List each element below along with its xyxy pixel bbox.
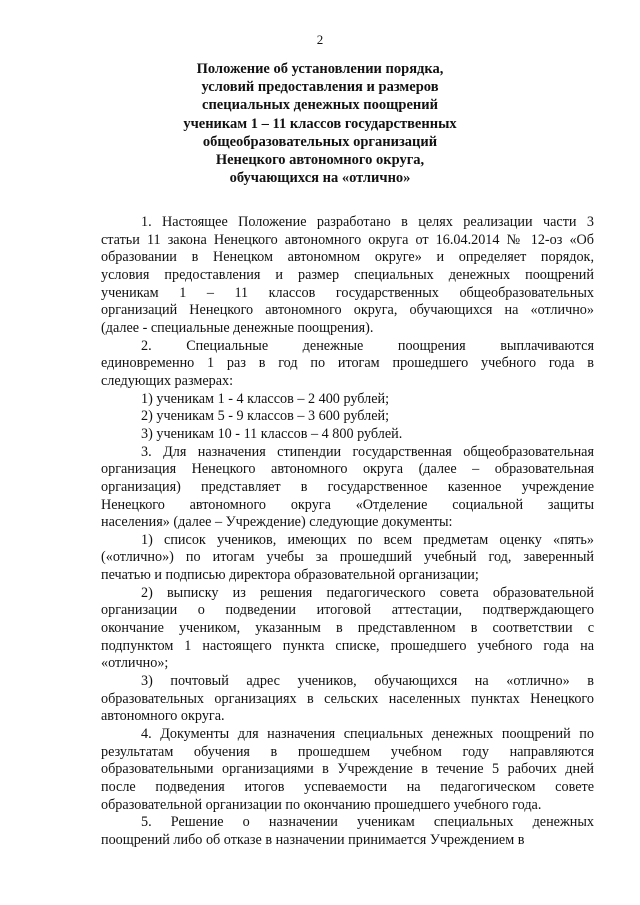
paragraph-line: 1. Настоящее Положение разработано в целях реализации части 3 <box>141 214 594 230</box>
paragraph-line: образовательной организации по окончанию прошедшего учебного года. <box>101 796 542 813</box>
paragraph-line: организаций Ненецкого автономного округа, обучающихся на «отлично» <box>101 302 594 319</box>
paragraph <box>101 391 594 409</box>
paragraph-line: 2) ученикам 5 - 9 классов – 3 600 рублей; <box>141 408 390 425</box>
title-line: Положение об установлении порядка, <box>196 61 444 77</box>
paragraph-line: Ненецкого автономного округа «Отделение социальной защиты <box>101 496 594 513</box>
paragraph <box>101 532 594 585</box>
paragraph-line: («отлично») по итогам учебы за прошедший учебный год, заверенный <box>101 549 594 566</box>
paragraph-line: 5. Решение о назначении ученикам специальных денежных <box>141 814 594 831</box>
page-number: 2 <box>316 32 324 47</box>
paragraph-line: образовании в Ненецком автономном округе» и определяет порядок, <box>101 249 594 266</box>
paragraph <box>101 426 594 444</box>
paragraph-line: окончание учеником, указанным в представленном в соответствии с <box>101 620 594 637</box>
document-body <box>101 214 594 850</box>
paragraph-line: образовательных организациях в сельских населенных пунктах Ненецкого <box>101 690 594 707</box>
paragraph-line: печатью и подписью директора образовательной организации; <box>101 567 479 584</box>
paragraph-line: автономного округа. <box>101 708 225 725</box>
paragraph-line: единовременно 1 раз в год по итогам прошедшего учебного года в <box>101 355 594 372</box>
paragraph-line: следующих размерах: <box>101 372 234 389</box>
paragraph-line: результатам обучения в прошедшем учебном году направляются <box>101 743 594 760</box>
document-title <box>150 60 490 187</box>
paragraph-line: населения» (далее – Учреждение) следующие документы: <box>101 514 453 531</box>
paragraph-line: условия предоставления и размер специальных денежных поощрений <box>101 266 594 283</box>
paragraph <box>101 408 594 426</box>
paragraph-line: организация) представляет в государственное казенное учреждение <box>101 478 594 495</box>
paragraph-line: 3. Для назначения стипендии государственная общеобразовательная <box>141 443 594 460</box>
paragraph-line: образовательными организациями в Учреждение в течение 5 рабочих дней <box>101 761 594 778</box>
paragraph <box>101 444 594 532</box>
paragraph-line: 2. Специальные денежные поощрения выплачиваются <box>141 337 594 354</box>
paragraph-line: организации о подведении итоговой аттестации, подтверждающего <box>101 602 594 619</box>
title-line: Ненецкого автономного округа, <box>215 152 425 169</box>
paragraph <box>101 726 594 814</box>
paragraph <box>101 214 594 338</box>
paragraph <box>101 673 594 726</box>
paragraph-line: ученикам 1 – 11 классов государственных общеобразовательных <box>101 284 594 301</box>
paragraph-line: статьи 11 закона Ненецкого автономного округа от 16.04.2014 № 12-оз «Об <box>101 231 594 248</box>
paragraph-line: 1) ученикам 1 - 4 классов – 2 400 рублей; <box>141 390 390 407</box>
paragraph-line: 4. Документы для назначения специальных денежных поощрений по <box>141 726 594 743</box>
paragraph <box>101 585 594 673</box>
paragraph-line: «отлично»; <box>101 655 169 672</box>
title-line: обучающихся на «отлично» <box>229 170 411 187</box>
paragraph-line: 3) почтовый адрес учеников, обучающихся на «отлично» в <box>141 673 594 690</box>
paragraph-line: 2) выписку из решения педагогического совета образовательной <box>141 584 594 601</box>
title-line: специальных денежных поощрений <box>202 97 438 114</box>
paragraph <box>101 338 594 391</box>
paragraph-line: 1) список учеников, имеющих по всем предметам оценку «пять» <box>141 531 594 548</box>
paragraph-line: подпунктом 1 настоящего пункта списке, прошедшего учебного года на <box>101 637 594 654</box>
title-line: общеобразовательных организаций <box>202 133 438 150</box>
paragraph-line: поощрений либо об отказе в назначении принимается Учреждением в <box>101 831 525 848</box>
paragraph-line: после подведения итогов успеваемости на педагогическом совете <box>101 779 594 795</box>
title-line: ученикам 1 – 11 классов государственных <box>183 115 457 132</box>
paragraph-line: организация Ненецкого автономного округа (далее – образовательная <box>101 461 594 478</box>
title-line: условий предоставления и размеров <box>201 79 439 96</box>
paragraph-line: 3) ученикам 10 - 11 классов – 4 800 рублей. <box>141 425 403 442</box>
paragraph-line: (далее - специальные денежные поощрения). <box>101 319 374 336</box>
paragraph <box>101 814 594 849</box>
